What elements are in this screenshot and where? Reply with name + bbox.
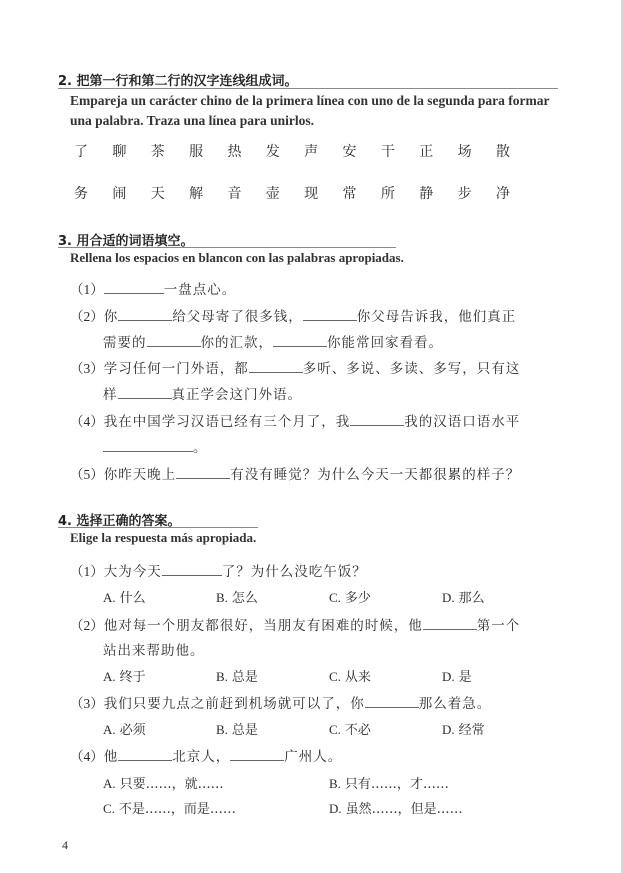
hanzi-cell[interactable]: 声 (304, 144, 319, 160)
fill-blank[interactable] (230, 748, 284, 761)
option-c[interactable]: C. 不必 (329, 722, 371, 738)
question-text: 给父母寄了很多钱， (172, 309, 303, 325)
s4-q4 (70, 745, 342, 765)
hanzi-row-2 (62, 183, 522, 203)
s3-q2-line2 (103, 331, 443, 351)
hanzi-cell[interactable]: 正 (419, 144, 434, 160)
hanzi-cell[interactable]: 解 (189, 186, 204, 202)
question-text: 真正学会这门外语。 (171, 387, 302, 403)
section-2-rule (58, 88, 558, 89)
question-text: 多听、多说、多读、多写，只有这 (302, 361, 521, 377)
question-text: 样 (103, 387, 118, 403)
fill-blank[interactable] (147, 334, 201, 347)
option-b[interactable]: B. 总是 (216, 669, 258, 685)
question-number: （2） (70, 618, 104, 633)
question-text: 那么着急。 (418, 696, 492, 712)
hanzi-cell[interactable]: 天 (150, 186, 165, 202)
hanzi-cell[interactable]: 步 (457, 186, 472, 202)
s3-q1 (70, 278, 236, 298)
s3-q4-line2 (103, 436, 208, 456)
hanzi-cell[interactable]: 服 (189, 144, 204, 160)
fill-blank[interactable] (176, 466, 230, 479)
section-4-heading: 4. 选择正确的答案。 (58, 514, 181, 529)
question-text: 广州人。 (284, 749, 343, 765)
option-c[interactable]: C. 从来 (329, 669, 371, 685)
s4-q3 (70, 692, 491, 712)
question-text: 你能常回家看看。 (327, 335, 443, 351)
hanzi-cell[interactable]: 常 (342, 186, 357, 202)
question-text: 我在中国学习汉语已经有三个月了，我 (103, 414, 351, 430)
fill-blank[interactable] (162, 563, 222, 576)
option-d[interactable]: D. 经常 (442, 722, 485, 738)
hanzi-cell[interactable]: 现 (304, 186, 319, 202)
fill-blank[interactable] (249, 360, 303, 373)
fill-blank[interactable] (118, 386, 172, 399)
option-d[interactable]: D. 是 (442, 669, 472, 685)
question-number: （2） (70, 309, 104, 324)
option-a[interactable]: A. 终于 (103, 669, 146, 685)
section-2-instruction-line2: una palabra. Traza una línea para unirlos. (70, 113, 315, 128)
s3-q5 (70, 463, 520, 483)
option-a[interactable]: A. 什么 (103, 590, 146, 606)
question-text: 你父母告诉我，他们真正 (356, 309, 517, 325)
hanzi-cell[interactable]: 了 (74, 144, 88, 160)
s3-q3-line2 (103, 383, 302, 403)
section-2-instruction-line1: Empareja un carácter chino de la primera línea con uno de la segunda para formar (70, 93, 550, 108)
question-text: 一盘点心。 (163, 282, 237, 298)
option-d[interactable]: D. 那么 (442, 590, 485, 606)
hanzi-cell[interactable]: 静 (419, 186, 434, 202)
question-text: 他 (103, 749, 119, 765)
question-text: 有没有睡觉？为什么今天一天都很累的样子？ (230, 467, 521, 483)
hanzi-cell[interactable]: 茶 (150, 144, 165, 160)
question-text: 你昨天晚上 (103, 467, 177, 483)
hanzi-cell[interactable]: 所 (380, 186, 395, 202)
section-3-heading: 3. 用合适的词语填空。 (58, 234, 194, 249)
question-number: （5） (70, 467, 104, 482)
question-number: （4） (70, 414, 104, 429)
hanzi-cell[interactable]: 发 (265, 144, 280, 160)
fill-blank[interactable] (118, 748, 172, 761)
fill-blank[interactable] (303, 308, 357, 321)
question-text: 了？为什么没吃午饭？ (221, 564, 367, 580)
hanzi-cell[interactable]: 壶 (265, 186, 280, 202)
question-text: 你的汇款， (200, 335, 273, 351)
question-text: 需要的 (103, 335, 147, 351)
hanzi-cell[interactable]: 场 (457, 144, 472, 160)
option-a[interactable]: A. 只要……，就…… (103, 776, 224, 792)
section-4-instruction: Elige la respuesta más apropiada. (70, 530, 257, 545)
hanzi-cell[interactable]: 安 (342, 144, 357, 160)
page-number: 4 (62, 838, 68, 852)
option-b[interactable]: B. 只有……，才…… (329, 776, 449, 792)
s4-q1 (70, 560, 367, 580)
option-d[interactable]: D. 虽然……，但是…… (329, 801, 463, 817)
hanzi-cell[interactable]: 音 (227, 186, 242, 202)
s3-q3-line1 (70, 357, 520, 377)
s4-q2-line2 (103, 639, 205, 659)
question-text: 站出来帮助他。 (103, 643, 205, 659)
question-text: 第一个 (476, 618, 521, 634)
s3-q2-line1 (70, 305, 516, 325)
fill-blank[interactable] (350, 413, 404, 426)
question-text: 。 (193, 440, 208, 456)
question-text: 你 (103, 309, 119, 325)
question-number: （4） (70, 749, 104, 764)
fill-blank[interactable] (104, 281, 164, 294)
question-number: （1） (70, 282, 104, 297)
hanzi-cell[interactable]: 聊 (112, 144, 127, 160)
fill-blank[interactable] (103, 439, 193, 452)
hanzi-cell[interactable]: 散 (495, 144, 510, 160)
question-text: 大为今天 (103, 564, 162, 580)
fill-blank[interactable] (365, 695, 419, 708)
question-text: 我的汉语口语水平 (404, 414, 521, 430)
section-3-instruction: Rellena los espacios en blancon con las palabras apropiadas. (70, 250, 404, 265)
hanzi-cell[interactable]: 闹 (112, 186, 127, 202)
hanzi-cell[interactable]: 务 (74, 186, 88, 202)
question-number: （3） (70, 361, 104, 376)
question-number: （3） (70, 696, 104, 711)
question-text: 北京人， (172, 749, 231, 765)
hanzi-cell[interactable]: 热 (227, 144, 242, 160)
option-b[interactable]: B. 怎么 (216, 590, 258, 606)
fill-blank[interactable] (273, 334, 327, 347)
question-number: （1） (70, 564, 104, 579)
question-text: 学习任何一门外语，都 (103, 361, 249, 377)
section-2-heading: 2. 把第一行和第二行的汉字连线组成词。 (58, 74, 298, 89)
hanzi-row-1 (62, 141, 522, 161)
option-a[interactable]: A. 必须 (103, 722, 146, 738)
hanzi-cell[interactable]: 干 (380, 144, 395, 160)
s4-q2-line1 (70, 614, 520, 634)
fill-blank[interactable] (118, 308, 172, 321)
question-text: 他对每一个朋友都很好，当朋友有困难的时候，他 (103, 618, 423, 634)
option-b[interactable]: B. 总是 (216, 722, 258, 738)
fill-blank[interactable] (423, 617, 477, 630)
option-c[interactable]: C. 多少 (329, 590, 371, 606)
option-c[interactable]: C. 不是……，而是…… (103, 801, 236, 817)
question-text: 我们只要九点之前赶到机场就可以了，你 (103, 696, 365, 712)
hanzi-cell[interactable]: 净 (495, 186, 510, 202)
s3-q4-line1 (70, 410, 520, 430)
